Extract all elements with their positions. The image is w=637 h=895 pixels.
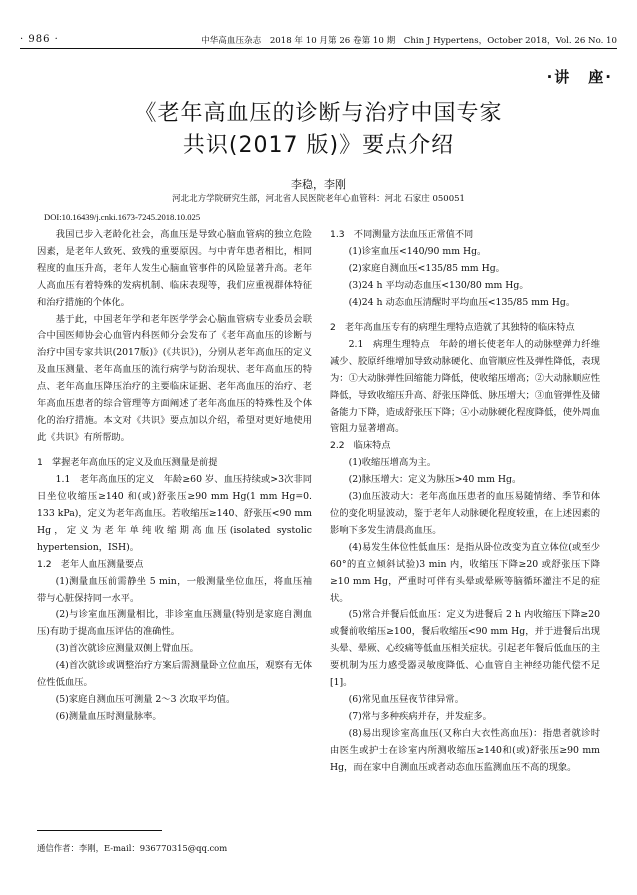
- corresponding-author-footnote: 通信作者：李刚，E-mail：936770315@qq.com: [37, 843, 228, 853]
- section-tag: ·讲 座·: [546, 68, 613, 86]
- affiliation: 河北北方学院研究生部，河北省人民医院老年心血管科：河北 石家庄 050051: [172, 194, 465, 204]
- authors: 李稳，李刚: [291, 178, 346, 191]
- list-item: (1)诊室血压<140/90 mm Hg。: [348, 245, 487, 257]
- paragraph: 1.1 老年高血压的定义 年龄≥60 岁、血压持续或>3次非同日坐位收缩压≥140 和(或)舒张压≥90 mm Hg(1 mm Hg=0. 133 kPa)，定义为老年高血压。若收缩压≥140、舒张压<90 mm Hg，定义为老年单纯收缩期高血压(isolated systolic hypertension，ISH)。: [37, 474, 312, 553]
- subsection-heading: 2.2 临床特点: [330, 440, 391, 452]
- list-item: (1)收缩压增高为主。: [348, 457, 437, 469]
- list-item: (4)24 h 动态血压清醒时平均血压<135/85 mm Hg。: [348, 296, 576, 308]
- list-item: (5)家庭自测血压可测量 2～3 次取平均值。: [55, 693, 236, 705]
- title-line-1: 《老年高血压的诊断与治疗中国专家: [134, 101, 503, 126]
- list-item: (5)常合并餐后低血压：定义为进餐后 2 h 内收缩压下降≥20 或餐前收缩压≥100，餐后收缩压<90 mm Hg，并于进餐后出现头晕、晕厥、心绞痛等低血压相关症状。引起老年餐后低血压的主要机制为压力感受器灵敏度降低、心血管自主神经功能代偿不足[1]。: [330, 609, 600, 689]
- page-number: · 986 ·: [20, 34, 59, 45]
- list-item: (4)首次就诊或调整治疗方案后需测量卧立位血压，观察有无体位性低血压。: [37, 660, 312, 689]
- section-heading: 1 掌握老年高血压的定义及血压测量是前提: [37, 457, 218, 469]
- journal-info: 中华高血压杂志 2018 年 10 月第 26 卷第 10 期 Chin J Hypertens，October 2018，Vol. 26 No. 10: [201, 36, 617, 46]
- right-column: [330, 227, 600, 777]
- article-title: [0, 98, 637, 162]
- paragraph: 2.1 病理生理特点 年龄的增长使老年人的动脉壁弹力纤维减少、胶原纤维增加导致动脉硬化、血管顺应性及弹性降低，表现为：①大动脉弹性回缩能力降低，使收缩压增高；②大动脉顺应性降低，导致收缩压升高、舒张压降低、脉压增大；③血管弹性及储备能力下降，造成舒张压下降；④小动脉硬化程度降低，使外周血管阻力显著增高。: [330, 338, 600, 435]
- list-item: (3)血压波动大：老年高血压患者的血压易随情绪、季节和体位的变化明显波动，鉴于老年人动脉硬化程度较重，在上述因素的影响下多发生清晨高血压。: [330, 491, 600, 536]
- subsection-heading: 1.2 老年人血压测量要点: [37, 558, 144, 570]
- list-item: (6)测量血压时测量脉率。: [55, 710, 162, 722]
- list-item: (2)脉压增大：定义为脉压>40 mm Hg。: [348, 474, 522, 486]
- running-header: [20, 34, 617, 46]
- header-rule: [20, 48, 617, 49]
- doi: DOI:10.16439/j.cnki.1673-7245.2018.10.025: [44, 212, 201, 222]
- list-item: (2)与诊室血压测量相比，非诊室血压测量(特别是家庭自测血压)有助于提高血压评估的准确性。: [37, 609, 312, 638]
- section-heading: 2 老年高血压专有的病理生理特点造就了其独特的临床特点: [330, 322, 575, 334]
- list-item: (2)家庭自测血压<135/85 mm Hg。: [348, 262, 505, 274]
- paragraph: 基于此，中国老年学和老年医学学会心脑血管病专业委员会联合中国医师协会心血管内科医师分会发布了《老年高血压的诊断与治疗中国专家共识(2017版)》(《共识》)，分别从老年高血压的定义及血压测量、老年高血压的流行病学与防治现状、老年高血压的特点、老年高血压降压治疗的主要临床证据、老年高血压的治疗、老年高血压患者的综合管理等方面阐述了老年高血压的特殊性及个体化的治疗措施。本文对《共识》要点加以介绍，希望对更好地使用此《共识》有所帮助。: [37, 313, 312, 443]
- footnote-rule: [37, 830, 162, 831]
- subsection-heading: 1.3 不同测量方法血压正常值不同: [330, 229, 474, 240]
- list-item: (7)常与多种疾病并存，并发症多。: [348, 710, 492, 722]
- list-item: (1)测量血压前需静坐 5 min，一般测量坐位血压，将血压袖带与心脏保持同一水平。: [37, 575, 312, 604]
- spacer: [37, 447, 312, 456]
- paragraph: 我国已步入老龄化社会，高血压是导致心脑血管病的独立危险因素，是老年人致死、致残的重要原因。与中青年患者相比，相同程度的血压升高，老年人发生心脑血管事件的风险显著升高。老年人高血压有着特殊的发病机制、临床表现等，我们应重视群体特征和治疗措施的个体化。: [37, 229, 312, 308]
- list-item: (8)易出现诊室高血压(又称白大衣性高血压)：指患者就诊时由医生或护士在诊室内所测收缩压≥140和(或)舒张压≥90 mm Hg，而在家中自测血压或者动态血压监测血压不高的现象。: [330, 727, 600, 773]
- list-item: (3)首次就诊应测量双侧上臂血压。: [55, 643, 199, 655]
- list-item: (6)常见血压昼夜节律异常。: [348, 693, 465, 705]
- spacer: [330, 312, 600, 321]
- list-item: (4)易发生体位性低血压：是指从卧位改变为直立体位(或至少 60°的直立倾斜试验)3 min 内，收缩压下降≥20 或舒张压下降≥10 mm Hg，严重时可伴有头晕或晕厥等脑循环灌注不足的症状。: [330, 541, 600, 604]
- list-item: (3)24 h 平均动态血压<130/80 mm Hg。: [348, 279, 529, 291]
- left-column: [37, 227, 312, 726]
- title-line-2: 共识(2017 版)》要点介绍: [182, 133, 455, 158]
